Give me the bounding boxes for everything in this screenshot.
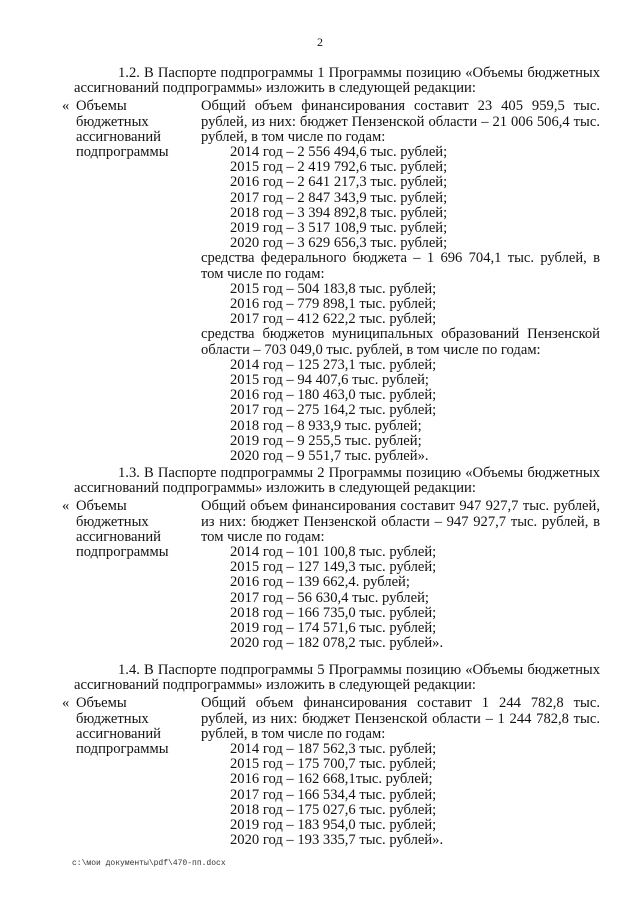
year-line: 2017 год – 2 847 343,9 тыс. рублей; [230, 189, 448, 206]
section-1-4 [0, 663, 640, 848]
year-line: 2018 год – 3 394 892,8 тыс. рублей; [230, 204, 448, 221]
year-line: 2015 год – 175 700,7 тыс. рублей; [230, 756, 437, 773]
funding-total-text: Общий объем финансирования составит 947 927,7 тыс. рублей, из них: бюджет Пензенской области – 947 927,7 тыс. рублей, в том числе по годам: [201, 498, 600, 545]
label-line: бюджетных [76, 710, 149, 727]
opening-quote: « [62, 498, 70, 515]
year-line: 2016 год – 139 662,4. рублей; [230, 574, 410, 591]
opening-quote: « [62, 695, 70, 712]
year-line: 2019 год – 183 954,0 тыс. рублей; [230, 817, 437, 834]
section-1-3 [0, 466, 640, 651]
year-line: 2017 год – 166 534,4 тыс. рублей; [230, 786, 437, 803]
label-line: Объемы [76, 498, 127, 515]
funding-total-text: Общий объем финансирования составит 23 405 959,5 тыс. рублей, из них: бюджет Пензенской области – 21 006 506,4 тыс. рублей, в том числе по годам: [201, 98, 600, 145]
year-line: 2017 год – 56 630,4 тыс. рублей; [230, 589, 429, 606]
label-line: подпрограммы [76, 144, 169, 161]
opening-quote: « [62, 98, 70, 115]
year-line: 2014 год – 187 562,3 тыс. рублей; [230, 741, 437, 758]
year-line: 2015 год – 94 407,6 тыс. рублей; [230, 372, 429, 389]
row-content [201, 499, 600, 651]
year-line: 2018 год – 8 933,9 тыс. рублей; [230, 417, 422, 434]
federal-budget-text: средства федерального бюджета – 1 696 704,1 тыс. рублей, в том числе по годам: [201, 250, 600, 282]
label-line: ассигнований [76, 528, 161, 545]
file-path-footer: c:\мои документы\pdf\470-пп.docx [72, 859, 226, 868]
year-line: 2014 год – 2 556 494,6 тыс. рублей; [230, 144, 448, 161]
year-line: 2016 год – 162 668,1тыс. рублей; [230, 771, 433, 788]
row-content [201, 696, 600, 848]
page-number: 2 [317, 35, 323, 49]
label-line: бюджетных [76, 113, 149, 130]
year-line: 2019 год – 3 517 108,9 тыс. рублей; [230, 220, 448, 237]
year-line: 2014 год – 101 100,8 тыс. рублей; [230, 544, 437, 561]
label-line: бюджетных [76, 513, 149, 530]
row-label [76, 99, 196, 160]
passport-row [0, 696, 640, 848]
row-label [76, 696, 196, 757]
year-line: 2015 год – 504 183,8 тыс. рублей; [230, 280, 437, 297]
year-line: 2020 год – 182 078,2 тыс. рублей». [230, 635, 444, 652]
municipal-budget-text: средства бюджетов муниципальных образований Пензенской области – 703 049,0 тыс. рублей, в том числе по годам: [201, 326, 600, 358]
passport-row [0, 99, 640, 464]
year-line: 2015 год – 127 149,3 тыс. рублей; [230, 559, 437, 576]
label-line: подпрограммы [76, 544, 169, 561]
year-line: 2014 год – 125 273,1 тыс. рублей; [230, 356, 437, 373]
funding-total-text: Общий объем финансирования составит 1 244 782,8 тыс. рублей, из них: бюджет Пензенской области – 1 244 782,8 тыс. рублей, в том числе по годам: [201, 695, 600, 742]
section-intro: 1.4. В Паспорте подпрограммы 5 Программы позицию «Объемы бюджетных ассигнований подпрограммы» изложить в следующей редакции: [74, 662, 600, 694]
year-line: 2020 год – 3 629 656,3 тыс. рублей; [230, 235, 448, 252]
year-line: 2019 год – 9 255,5 тыс. рублей; [230, 432, 422, 449]
passport-row [0, 499, 640, 651]
section-1-2 [0, 66, 640, 464]
label-line: подпрограммы [76, 741, 169, 758]
year-line: 2015 год – 2 419 792,6 тыс. рублей; [230, 159, 448, 176]
row-content [201, 99, 600, 464]
year-line: 2017 год – 412 622,2 тыс. рублей; [230, 311, 437, 328]
year-line: 2018 год – 175 027,6 тыс. рублей; [230, 801, 437, 818]
year-line: 2017 год – 275 164,2 тыс. рублей; [230, 402, 437, 419]
year-line: 2020 год – 9 551,7 тыс. рублей». [230, 448, 429, 465]
year-line: 2020 год – 193 335,7 тыс. рублей». [230, 832, 444, 849]
year-line: 2018 год – 166 735,0 тыс. рублей; [230, 604, 437, 621]
year-line: 2019 год – 174 571,6 тыс. рублей; [230, 620, 437, 637]
label-line: ассигнований [76, 128, 161, 145]
year-line: 2016 год – 2 641 217,3 тыс. рублей; [230, 174, 448, 191]
section-intro: 1.2. В Паспорте подпрограммы 1 Программы позицию «Объемы бюджетных ассигнований подпрограммы» изложить в следующей редакции: [74, 65, 600, 97]
year-line: 2016 год – 779 898,1 тыс. рублей; [230, 296, 437, 313]
label-line: ассигнований [76, 725, 161, 742]
section-intro: 1.3. В Паспорте подпрограммы 2 Программы позицию «Объемы бюджетных ассигнований подпрограммы» изложить в следующей редакции: [74, 465, 600, 497]
year-line: 2016 год – 180 463,0 тыс. рублей; [230, 387, 437, 404]
label-line: Объемы [76, 695, 127, 712]
row-label [76, 499, 196, 560]
label-line: Объемы [76, 98, 127, 115]
